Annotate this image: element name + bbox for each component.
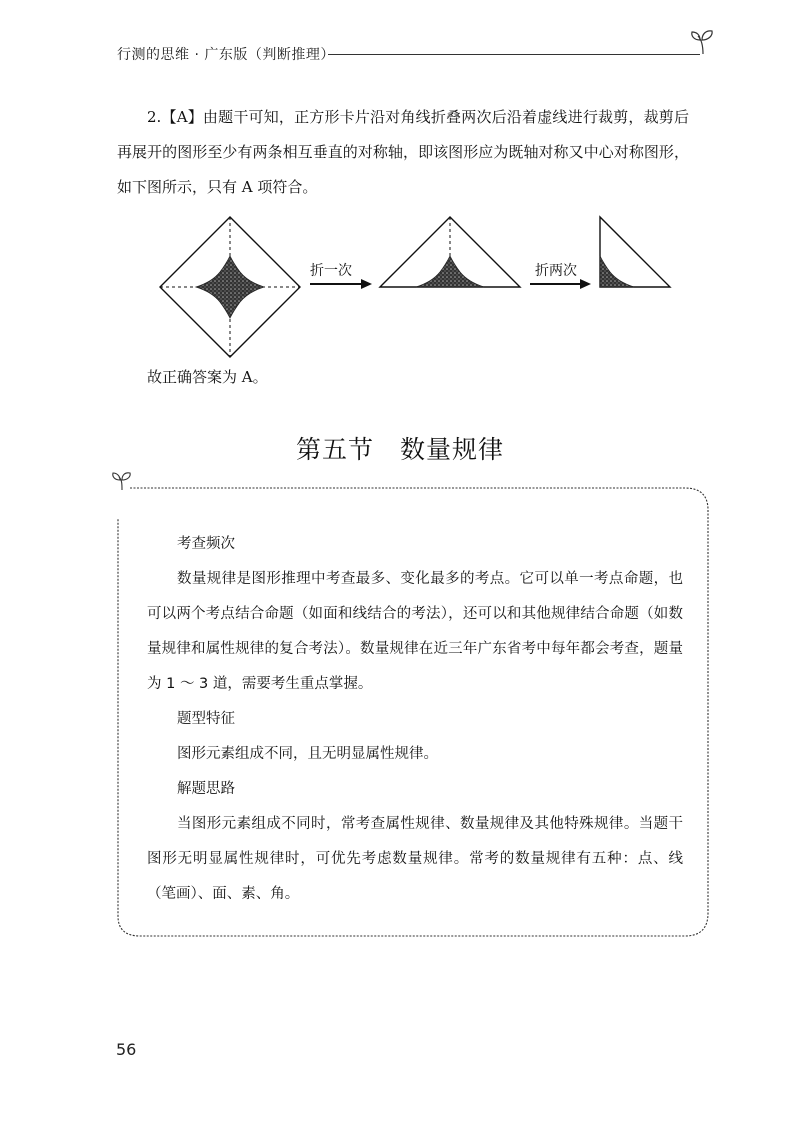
sprout-icon (113, 473, 130, 490)
folded-twice-triangle (600, 217, 670, 287)
approach-text: 当图形元素组成不同时，常考查属性规律、数量规律及其他特殊规律。当题干图形无明显属性规律时，可优先考虑数量规律。常考的数量规律有五种：点、线（笔画）、面、素、角。 (147, 816, 683, 902)
folding-diagram (150, 212, 690, 362)
folded-once-triangle (380, 217, 520, 287)
conclusion-text: 故正确答案为 A。 (147, 368, 268, 386)
feature-text: 图形元素组成不同，且无明显属性规律。 (177, 746, 438, 762)
feature-heading: 题型特征 (177, 711, 235, 727)
fold-twice-label: 折两次 (535, 263, 577, 279)
fold-once-arrow (310, 262, 372, 289)
header-rule (328, 54, 700, 55)
unfolded-square-figure (160, 217, 300, 357)
fold-twice-arrow (530, 262, 591, 289)
frequency-text: 数量规律是图形推理中考查最多、变化最多的考点。它可以单一考点命题，也可以两个考点结合命题（如面和线结合的考法），还可以和其他规律结合命题（如数量规律和属性规律的复合考法）。数量规律在近三年广东省考中每年都会考查，题量为 1 ～ 3 道，需要考生重点掌握。 (147, 571, 683, 692)
approach-heading: 解题思路 (177, 781, 235, 797)
answer-explanation: 2.【A】由题干可知，正方形卡片沿对角线折叠两次后沿着虚线进行裁剪，裁剪后再展开的图形至少有两条相互垂直的对称轴，即该图形应为既轴对称又中心对称图形，如下图所示，只有 A 项符合。 (117, 108, 689, 196)
section-title: 第五节 数量规律 (295, 435, 504, 464)
sprout-icon (688, 26, 718, 56)
running-header-title: 行测的思维 · 广东版（判断推理） (117, 47, 335, 63)
frequency-heading: 考查频次 (177, 536, 235, 552)
page-number: 56 (116, 1040, 137, 1059)
info-box (147, 527, 683, 912)
fold-once-label: 折一次 (310, 263, 352, 279)
